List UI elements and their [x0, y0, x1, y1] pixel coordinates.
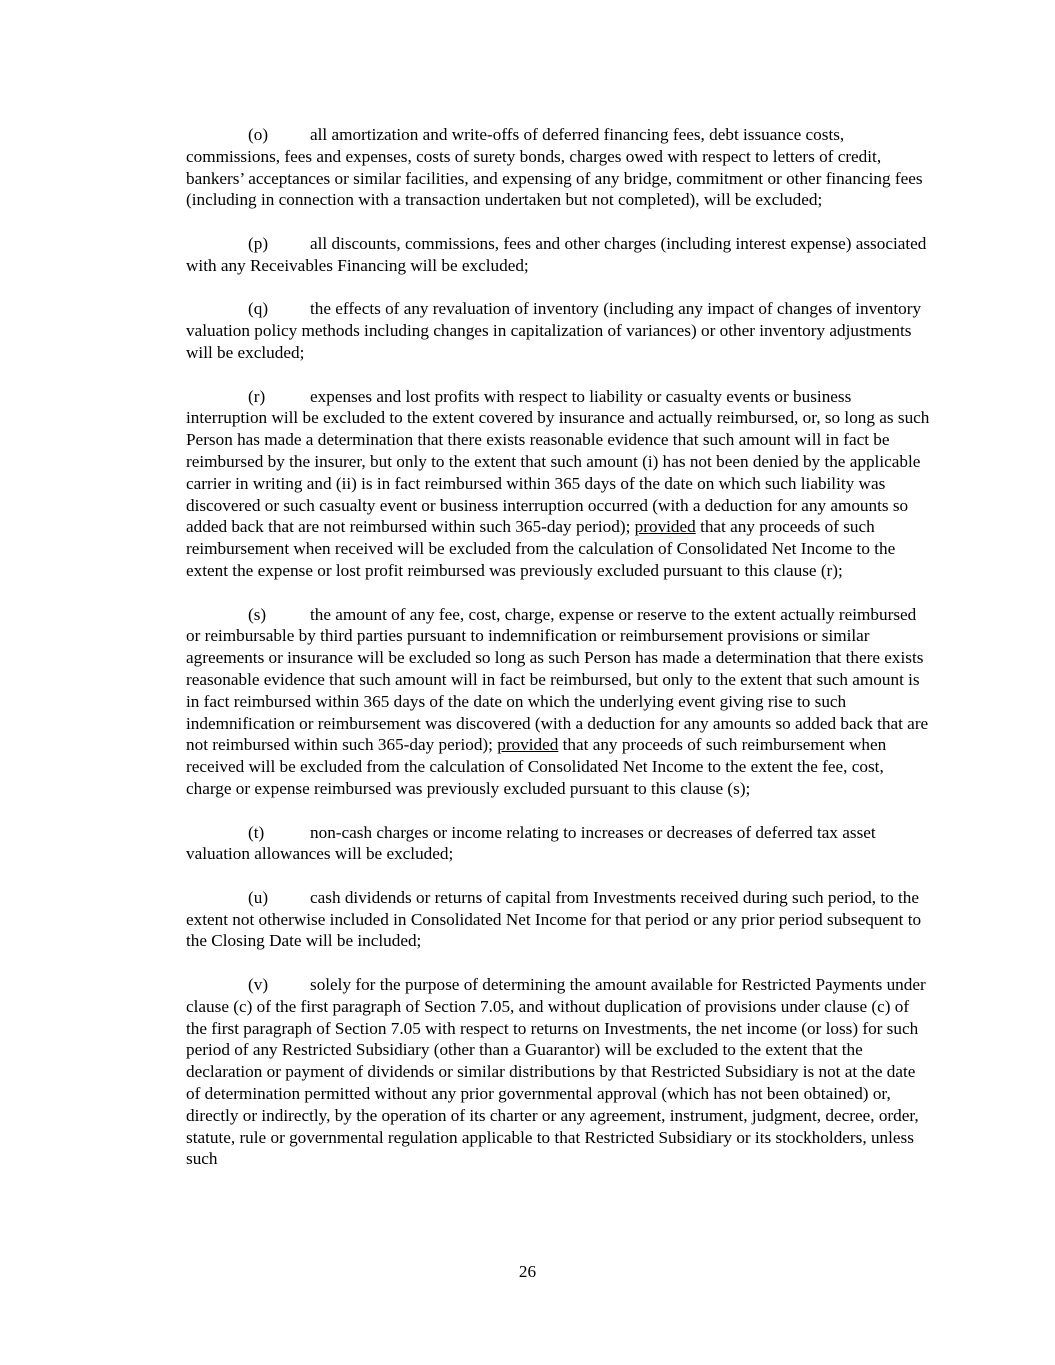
clause-text: non-cash charges or income relating to increases or decreases of deferred tax asset valuation allowances will be excluded; — [186, 822, 876, 864]
clause-s — [186, 604, 932, 800]
clause-text-continued: that any proceeds of such reimbursement when received will be excluded from the calculation of Consolidated Net Income to the extent the expense or lost profit reimbursed was previously excluded pursuant to this clause (r); — [186, 517, 896, 580]
clause-t — [186, 822, 932, 866]
clause-label: (u) — [248, 887, 269, 907]
clause-p — [186, 233, 932, 277]
provided-term: provided — [634, 517, 696, 537]
clause-label: (q) — [248, 299, 269, 319]
clause-label: (r) — [248, 386, 266, 406]
document-body — [186, 124, 932, 1192]
clause-text-continued: that any proceeds of such reimbursement when received will be excluded from the calculation of Consolidated Net Income to the extent the fee, cost, charge or expense reimbursed was previously excluded pursuant to this clause (s); — [186, 735, 887, 798]
clause-label: (o) — [248, 125, 269, 144]
clause-r — [186, 386, 932, 582]
clause-label: (t) — [248, 822, 265, 842]
clause-q — [186, 298, 932, 363]
clause-label: (p) — [248, 233, 269, 253]
clause-text: solely for the purpose of determining the amount available for Restricted Payments under clause (c) of the first paragraph of Section 7.05, and without duplication of provisions under clause (c) of the first paragraph of Section 7.05 with respect to returns on Investments, the net income (or loss) for such period of any Restricted Subsidiary (other than a Guarantor) will be excluded to the extent that the declaration or payment of dividends or similar distributions by that Restricted Subsidiary is not at the date of determination permitted without any prior governmental approval (which has not been obtained) or, directly or indirectly, by the operation of its charter or any agreement, instrument, judgment, decree, order, statute, rule or governmental regulation applicable to that Restricted Subsidiary or its stockholders, unless such — [186, 975, 926, 1169]
clause-text: the amount of any fee, cost, charge, expense or reserve to the extent actually reimbursed or reimbursable by third parties pursuant to indemnification or reimbursement provisions or similar agreements or insurance will be excluded so long as such Person has made a determination that there exists reasonable evidence that such amount will in fact be reimbursed, but only to the extent that such amount is in fact reimbursed within 365 days of the date on which the underlying event giving rise to such indemnification or reimbursement was discovered (with a deduction for any amounts so added back that are not reimbursed within such 365-day period); — [186, 604, 929, 755]
clause-text: the effects of any revaluation of inventory (including any impact of changes of inventory valuation policy methods including changes in capitalization of variances) or other inventory adjustments will be excluded; — [186, 299, 922, 362]
clause-text: all amortization and write-offs of deferred financing fees, debt issuance costs, commissions, fees and expenses, costs of surety bonds, charges owed with respect to letters of credit, bankers’ acceptances or similar facilities, and expensing of any bridge, commitment or other financing fees (including in connection with a transaction undertaken but not completed), will be excluded; — [186, 125, 923, 210]
provided-term: provided — [497, 735, 559, 755]
clause-v — [186, 974, 932, 1170]
clause-text: cash dividends or returns of capital from Investments received during such period, to the extent not otherwise included in Consolidated Net Income for that period or any prior period subsequent to the Closing Date will be included; — [186, 887, 922, 951]
clause-o — [186, 124, 932, 211]
clause-label: (v) — [248, 975, 269, 995]
page-number: 26 — [518, 1262, 537, 1281]
clause-u — [186, 887, 932, 952]
clause-label: (s) — [248, 604, 267, 624]
clause-text: all discounts, commissions, fees and other charges (including interest expense) associated with any Receivables Financing will be excluded; — [186, 233, 927, 275]
clause-text: expenses and lost profits with respect to liability or casualty events or business interruption will be excluded to the extent covered by insurance and actually reimbursed, or, so long as such Person has made a determination that there exists reasonable evidence that such amount will in fact be reimbursed by the insurer, but only to the extent that such amount (i) has not been denied by the applicable carrier in writing and (ii) is in fact reimbursed within 365 days of the date on which such liability was discovered or such casualty event or business interruption occurred (with a deduction for any amounts so added back that are not reimbursed within such 365-day period); — [186, 386, 930, 537]
